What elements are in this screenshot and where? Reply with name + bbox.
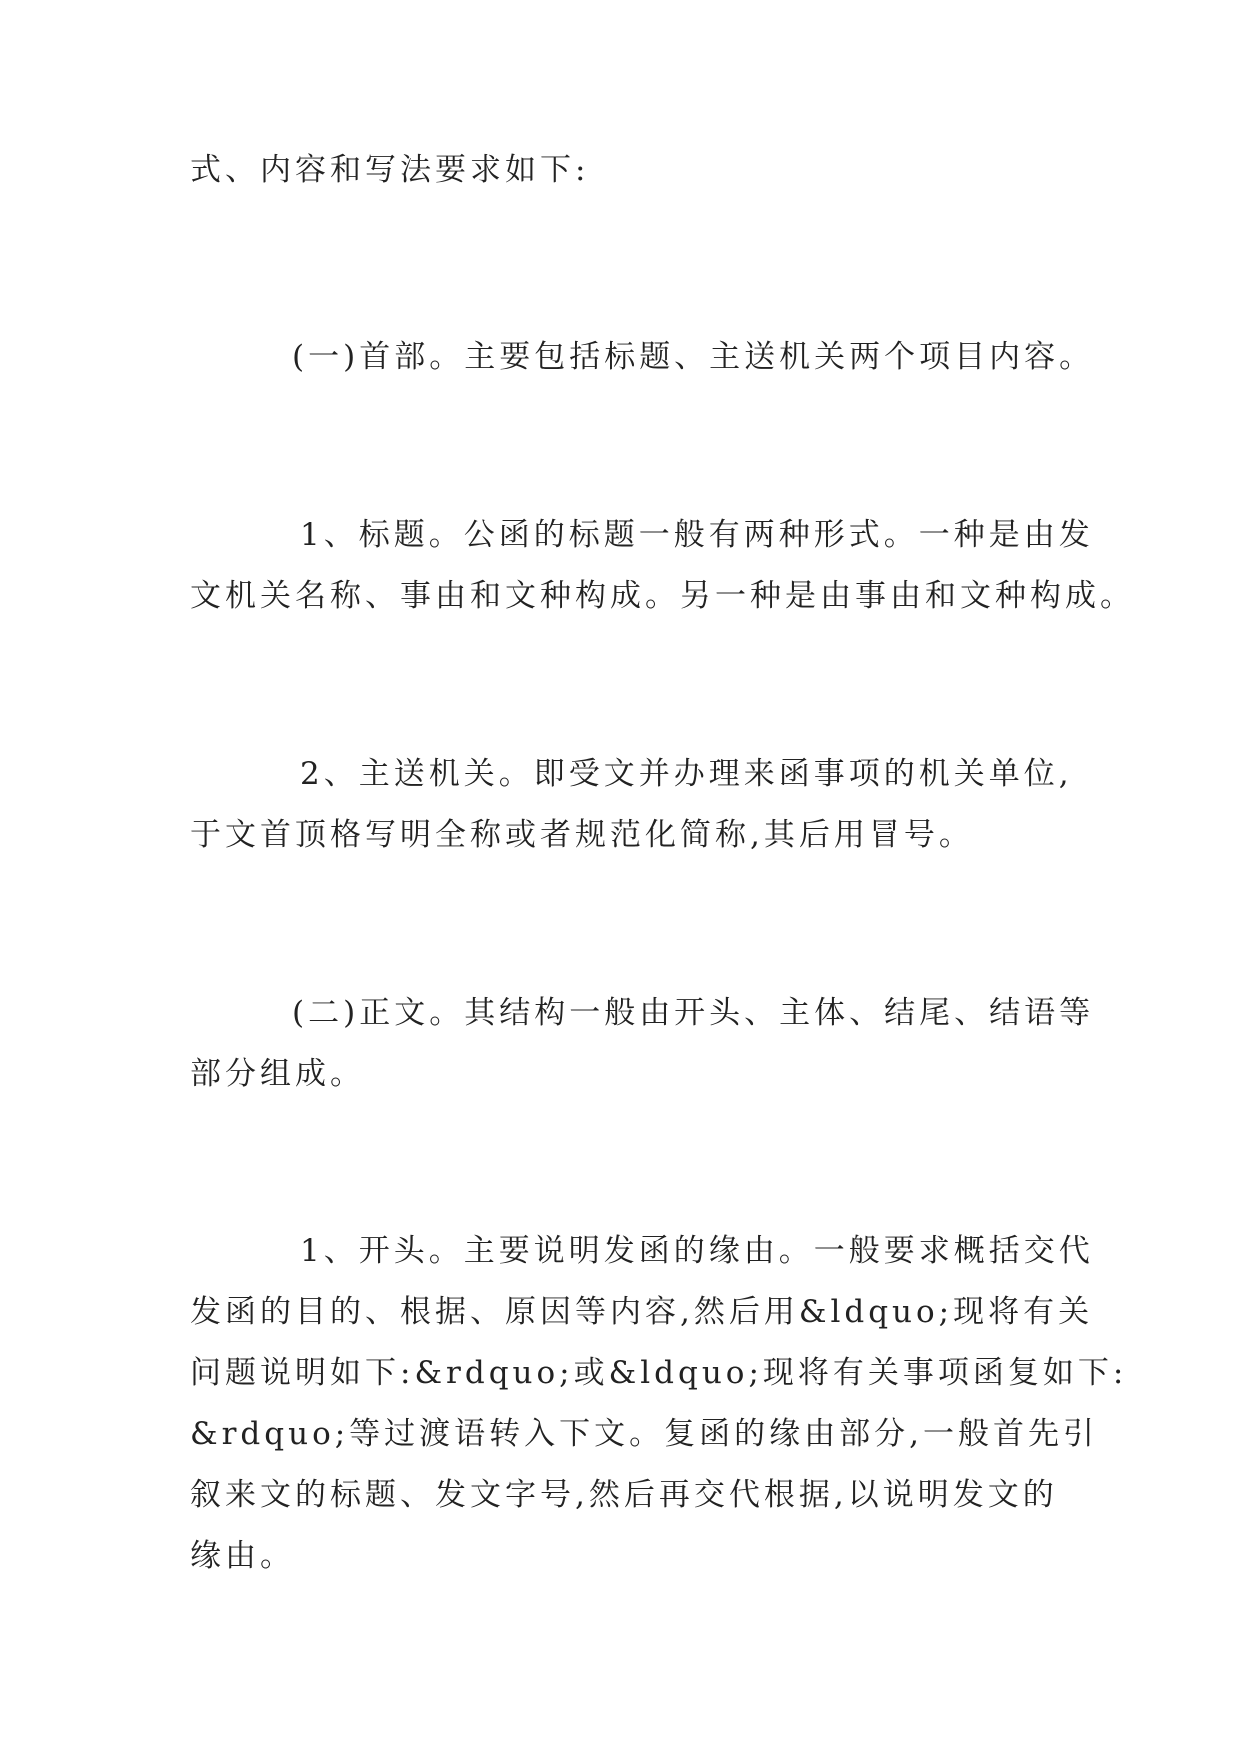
- text-line: 1、标题。公函的标题一般有两种形式。一种是由发: [300, 517, 1094, 553]
- text-line: 部分组成。: [190, 1056, 365, 1092]
- text-line: 于文首顶格写明全称或者规范化简称,其后用冒号。: [190, 817, 974, 853]
- text-line: 2、主送机关。即受文并办理来函事项的机关单位,: [300, 756, 1073, 792]
- paragraph-item-2-1: [190, 1221, 1128, 1587]
- text-line: 问题说明如下:&rdquo;或&ldquo;现将有关事项函复如下:: [190, 1355, 1128, 1391]
- text-line: 叙来文的标题、发文字号,然后再交代根据,以说明发文的: [190, 1477, 1058, 1513]
- text-line: &rdquo;等过渡语转入下文。复函的缘由部分,一般首先引: [190, 1416, 1099, 1452]
- paragraph-intro: [190, 140, 1070, 201]
- text-line: 文机关名称、事由和文种构成。另一种是由事由和文种构成。: [190, 578, 1135, 614]
- text-line: (一)首部。主要包括标题、主送机关两个项目内容。: [292, 339, 1095, 375]
- text-line: (二)正文。其结构一般由开头、主体、结尾、结语等: [292, 995, 1095, 1031]
- text-line: 缘由。: [190, 1538, 295, 1574]
- paragraph-item-1-2: [190, 744, 1073, 866]
- text-line: 发函的目的、根据、原因等内容,然后用&ldquo;现将有关: [190, 1294, 1094, 1330]
- text-line: 1、开头。主要说明发函的缘由。一般要求概括交代: [300, 1233, 1094, 1269]
- paragraph-section-1: [190, 327, 1095, 388]
- paragraph-item-1-1: [190, 505, 1135, 627]
- paragraph-section-2: [190, 983, 1095, 1105]
- text-line: 式、内容和写法要求如下:: [190, 152, 590, 188]
